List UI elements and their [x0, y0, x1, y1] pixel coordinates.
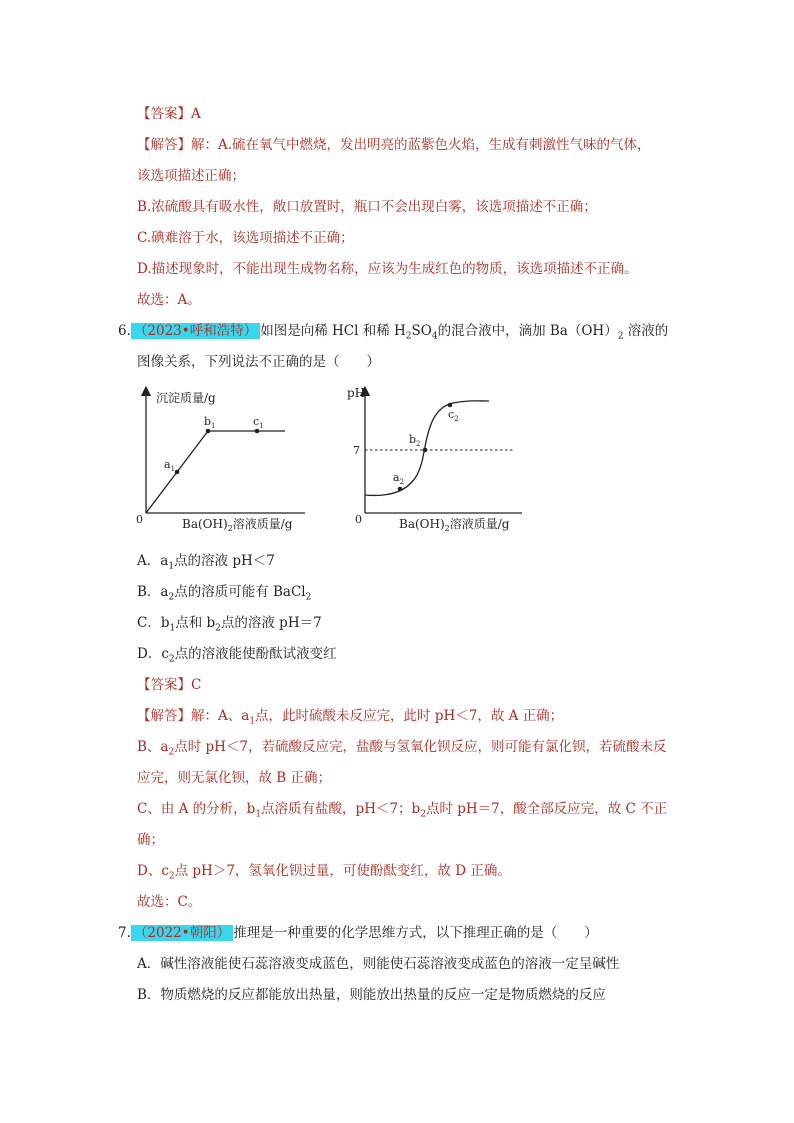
- q6-analysis-line-4: C、由 A 的分析，$b_1$点溶质有盐酸，pH＜7；$b_2$点时 pH＝7，酸全部反应完，故 C 不正: [137, 801, 668, 820]
- analysis-label: 【解答】: [137, 708, 191, 724]
- label-c1: $c_1$: [253, 415, 264, 430]
- q6-option-b[interactable]: B．$a_2$点的溶质可能有 BaCl$_2$: [137, 584, 312, 603]
- label-b1: $b_1$: [204, 415, 216, 430]
- source-tag: （2023•呼和浩特）: [131, 323, 260, 339]
- q7-stem: 7. （2022•朝阳） 推理是一种重要的化学思维方式，以下推理正确的是（ ）: [118, 925, 598, 941]
- q7-option-b[interactable]: B．物质燃烧的反应都能放出热量，则能放出热量的反应一定是物质燃烧的反应: [137, 987, 606, 1003]
- q6-option-c[interactable]: C．$b_1$点和 $b_2$点的溶液 pH＝7: [137, 615, 322, 634]
- q5-analysis-line-1: 【解答】解：A.硫在氧气中燃烧，发出明亮的蓝紫色火焰，生成有刺激性气味的气体，: [137, 137, 651, 153]
- q6-analysis-line-5: 确；: [137, 832, 164, 848]
- label-a2: $a_2$: [393, 471, 405, 486]
- q5-answer: [137, 104, 201, 124]
- q5-analysis-line-2: 该选项描述正确；: [137, 168, 245, 184]
- q6-option-d[interactable]: D．$c_2$点的溶液能使酚酞试液变红: [137, 646, 337, 665]
- point-b2: [423, 448, 428, 453]
- ph-chart: [347, 385, 547, 535]
- question-number: 6.: [118, 323, 131, 339]
- y-axis-label: 沉淀质量/g: [156, 391, 216, 405]
- q6-analysis-line-2: B、$a_2$点时 pH＜7，若硫酸反应完，盐酸与氢氧化钡反应，则可能有氯化钡，若硫酸未反: [137, 739, 667, 758]
- label-b2: $b_2$: [409, 433, 421, 448]
- precipitate-chart: [130, 385, 330, 535]
- answer-value: A: [191, 106, 201, 122]
- y-axis-label: pH: [347, 386, 366, 400]
- origin-label: 0: [136, 513, 143, 526]
- label-a1: $a_1$: [164, 458, 176, 473]
- q6-analysis-line-1: 【解答】解：A、$a_1$点，此时硫酸未反应完，此时 pH＜7，故 A 正确；: [137, 708, 564, 727]
- precipitate-curve: [146, 431, 285, 513]
- analysis-label: 【解答】: [137, 137, 191, 153]
- question-number: 7.: [118, 925, 131, 941]
- q6-stem-line-2: 图像关系，下列说法不正确的是（ ）: [137, 354, 380, 370]
- point-a1: [175, 470, 180, 475]
- q7-option-a[interactable]: A．碱性溶液能使石蕊溶液变成蓝色，则能使石蕊溶液变成蓝色的溶液一定呈碱性: [137, 956, 620, 972]
- q5-analysis-line-5: D.描述现象时，不能出现生成物名称，应该为生成红色的物质，该选项描述不正确。: [137, 261, 638, 277]
- answer-label: 【答案】: [137, 106, 191, 122]
- x-axis-label: $Ba(OH)_2$溶液质量/g: [399, 517, 510, 533]
- q6-analysis-line-7: 故选：C。: [137, 894, 202, 910]
- answer-label: 【答案】: [137, 677, 191, 693]
- q6-analysis-line-3: 应完，则无氯化钡，故 B 正确；: [137, 770, 332, 786]
- q5-analysis-line-6: 故选：A。: [137, 292, 201, 308]
- q6-answer: [137, 675, 201, 695]
- point-a2: [398, 487, 403, 492]
- q6-analysis-line-6: D、$c_2$点 pH＞7，氢氧化钡过量，可使酚酞变红，故 D 正确。: [137, 863, 511, 882]
- point-b1: [206, 429, 211, 434]
- ph7-label: 7: [353, 444, 360, 457]
- q5-analysis-line-4: C.碘难溶于水，该选项描述不正确；: [137, 230, 354, 246]
- origin-label: 0: [355, 513, 362, 526]
- q6-option-a[interactable]: A．$a_1$点的溶液 pH＜7: [137, 553, 275, 572]
- q5-analysis-line-3: B.浓硫酸具有吸水性，敞口放置时，瓶口不会出现白雾，该选项描述不正确；: [137, 199, 597, 215]
- q6-stem-line-1: 6. （2023•呼和浩特） 如图是向稀 HCl 和稀 $H_2SO_4$的混合液中，滴加 $Ba(OH)_2$ 溶液的: [118, 323, 669, 342]
- ph-curve: [365, 401, 489, 496]
- source-tag: （2022•朝阳）: [131, 925, 233, 941]
- answer-value: C: [191, 677, 202, 693]
- point-c2: [448, 403, 453, 408]
- x-axis-label: $Ba(OH)_2$溶液质量/g: [182, 517, 293, 533]
- label-c2: $c_2$: [448, 408, 459, 423]
